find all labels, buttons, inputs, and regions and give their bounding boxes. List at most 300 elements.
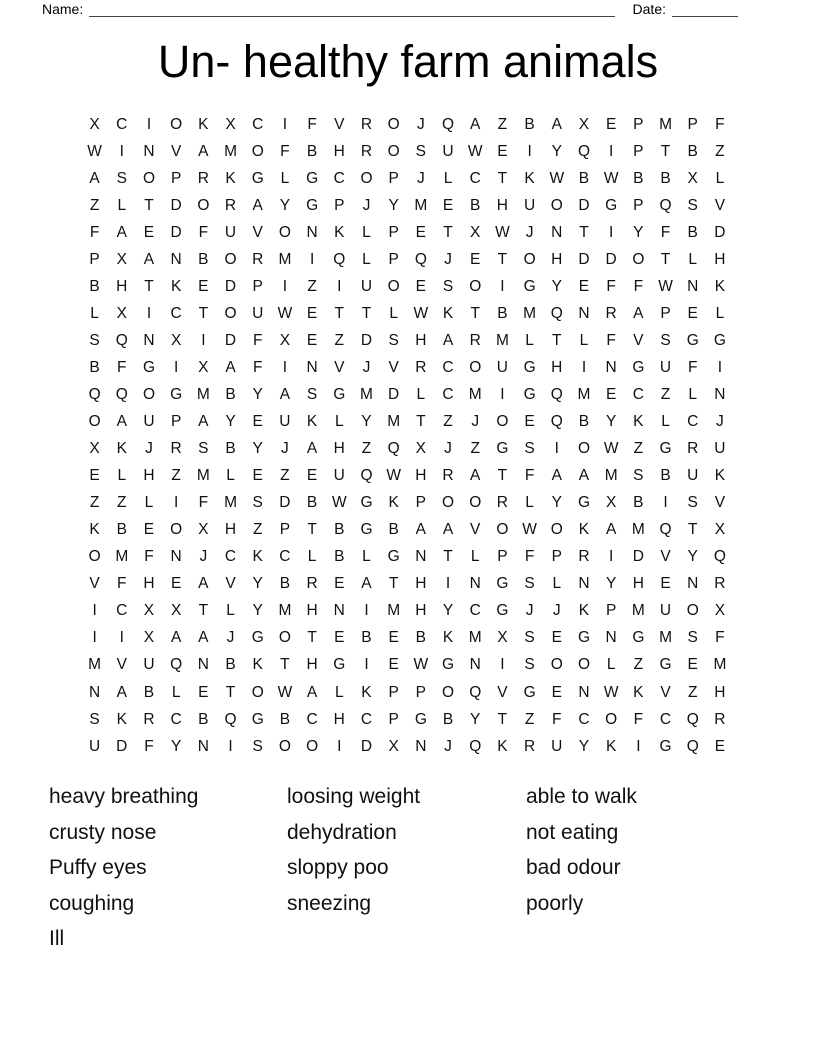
grid-letter-r11c15: M [468, 385, 482, 403]
grid-letter-r15c15: O [469, 494, 482, 512]
grid-letter-r19c20: P [605, 602, 617, 620]
grid-letter-r7c14: S [442, 277, 454, 295]
grid-letter-r16c4: O [170, 521, 183, 539]
grid-letter-r24c4: Y [170, 737, 182, 755]
grid-letter-r8c21: A [633, 304, 644, 322]
grid-letter-r2c11: R [360, 142, 373, 160]
grid-letter-r14c8: Z [280, 467, 290, 485]
grid-letter-r15c16: R [496, 494, 508, 512]
grid-letter-r13c13: X [415, 440, 427, 458]
grid-letter-r20c13: B [415, 629, 427, 647]
grid-letter-r18c17: S [524, 575, 535, 593]
grid-letter-r8c19: N [578, 304, 590, 322]
grid-letter-r2c1: W [87, 142, 102, 160]
grid-letter-r23c2: K [116, 710, 127, 728]
grid-letter-r7c6: D [224, 277, 237, 295]
grid-letter-r7c21: F [633, 277, 644, 295]
grid-letter-r16c8: P [279, 521, 291, 539]
grid-letter-r2c20: I [609, 142, 614, 160]
grid-letter-r22c7: O [251, 683, 264, 701]
grid-letter-r13c23: R [687, 440, 699, 458]
date-fill-line [672, 1, 738, 17]
grid-letter-r15c13: P [415, 494, 427, 512]
grid-letter-r20c2: I [119, 629, 124, 647]
grid-letter-r9c14: A [442, 331, 454, 349]
grid-letter-r17c22: V [660, 548, 671, 566]
grid-letter-r6c19: D [578, 250, 590, 268]
word-item: poorly [526, 891, 584, 915]
grid-letter-r22c11: K [361, 683, 372, 701]
grid-letter-r14c3: H [143, 467, 155, 485]
grid-letter-r19c11: I [364, 602, 369, 620]
grid-letter-r24c22: G [659, 737, 672, 755]
grid-letter-r18c14: I [445, 575, 451, 593]
grid-letter-r4c2: L [117, 196, 127, 214]
grid-letter-r1c6: X [225, 115, 236, 133]
grid-letter-r3c2: S [116, 169, 127, 187]
grid-letter-r1c13: J [416, 115, 425, 133]
grid-letter-r2c9: B [306, 142, 318, 160]
grid-letter-r7c8: I [282, 277, 288, 295]
grid-letter-r5c22: F [660, 223, 671, 241]
grid-letter-r17c11: L [362, 548, 371, 566]
grid-letter-r23c6: Q [224, 710, 237, 728]
grid-letter-r16c19: K [578, 521, 590, 539]
grid-letter-r15c4: I [174, 494, 179, 512]
grid-letter-r5c20: I [609, 223, 614, 241]
word-item: heavy breathing [49, 785, 199, 808]
grid-letter-r3c23: X [687, 169, 698, 187]
grid-letter-r1c3: I [146, 115, 152, 133]
grid-letter-r9c3: N [143, 331, 155, 349]
grid-letter-r21c7: K [252, 656, 263, 674]
grid-letter-r1c1: X [89, 115, 100, 133]
grid-letter-r18c12: T [388, 575, 399, 593]
grid-letter-r2c13: S [415, 142, 427, 160]
grid-letter-r22c18: E [551, 683, 562, 701]
grid-letter-r6c13: Q [414, 250, 427, 268]
grid-letter-r10c14: C [442, 358, 454, 376]
grid-letter-r21c11: I [364, 656, 369, 674]
grid-letter-r15c12: K [388, 494, 399, 512]
grid-letter-r18c4: E [170, 575, 182, 593]
grid-letter-r24c11: D [360, 737, 373, 755]
grid-letter-r5c21: Y [633, 223, 644, 241]
grid-letter-r2c2: I [119, 142, 124, 160]
grid-letter-r19c18: J [552, 602, 561, 620]
grid-letter-r10c15: O [469, 358, 482, 376]
grid-letter-r23c5: B [198, 710, 209, 728]
grid-letter-r9c4: X [170, 331, 182, 349]
grid-letter-r3c7: G [251, 169, 264, 187]
grid-letter-r18c22: E [660, 575, 671, 593]
grid-letter-r9c19: L [579, 331, 589, 349]
grid-letter-r7c4: K [170, 277, 182, 295]
grid-letter-r18c2: F [117, 575, 127, 593]
grid-letter-r11c6: B [225, 385, 236, 403]
grid-letter-r14c1: E [89, 467, 100, 485]
grid-letter-r2c8: F [280, 142, 290, 160]
grid-letter-r4c1: Z [89, 196, 100, 214]
grid-letter-r3c17: K [524, 169, 535, 187]
word-item: bad odour [526, 856, 621, 880]
grid-letter-r5c5: F [198, 223, 209, 241]
grid-letter-r24c15: Q [469, 737, 482, 755]
grid-letter-r22c19: N [578, 683, 590, 701]
grid-letter-r20c22: M [659, 629, 672, 647]
grid-letter-r6c20: D [605, 250, 617, 268]
grid-letter-r22c23: Z [687, 683, 698, 701]
grid-letter-r3c12: P [388, 169, 399, 187]
grid-letter-r17c16: P [497, 548, 508, 566]
grid-letter-r19c17: J [525, 602, 534, 620]
grid-letter-r21c5: N [197, 656, 209, 674]
grid-letter-r11c18: Q [550, 385, 563, 403]
grid-letter-r8c15: T [470, 304, 480, 322]
grid-letter-r10c12: V [388, 358, 399, 376]
grid-letter-r24c6: I [228, 737, 233, 755]
word-list-column-2 [287, 779, 420, 921]
grid-letter-r5c1: F [89, 223, 100, 241]
grid-letter-r3c8: L [280, 169, 290, 187]
grid-letter-r11c17: G [523, 385, 536, 403]
grid-letter-r5c18: N [551, 223, 563, 241]
grid-letter-r19c3: X [143, 602, 155, 620]
grid-letter-r13c14: J [444, 440, 452, 458]
grid-letter-r12c1: O [88, 413, 101, 431]
grid-letter-r23c12: P [388, 710, 399, 728]
word-item: loosing weight [287, 785, 421, 808]
grid-letter-r4c11: J [362, 196, 371, 214]
grid-letter-r12c10: L [334, 413, 344, 431]
grid-letter-r8c8: W [277, 304, 293, 322]
grid-letter-r1c9: F [307, 115, 317, 133]
grid-letter-r3c13: J [416, 169, 425, 187]
grid-letter-r16c24: X [714, 521, 726, 539]
grid-letter-r12c13: T [416, 413, 426, 431]
grid-letter-r21c20: L [606, 656, 616, 674]
grid-letter-r12c3: U [143, 413, 155, 431]
grid-letter-r9c8: X [279, 331, 291, 349]
grid-letter-r1c10: V [334, 115, 345, 133]
grid-letter-r12c11: Y [361, 413, 372, 431]
grid-letter-r24c7: S [252, 737, 263, 755]
grid-letter-r6c22: T [660, 250, 671, 268]
grid-letter-r16c15: V [470, 521, 481, 539]
grid-letter-r21c6: B [225, 656, 236, 674]
word-list-column-1 [49, 779, 198, 957]
grid-letter-r6c10: Q [333, 250, 346, 268]
grid-letter-r8c1: L [90, 304, 99, 322]
grid-letter-r22c12: P [388, 683, 399, 701]
grid-letter-r5c15: X [470, 223, 481, 241]
grid-letter-r24c1: U [88, 737, 101, 755]
grid-letter-r14c6: L [226, 467, 235, 485]
grid-letter-r23c22: C [659, 710, 672, 728]
grid-letter-r9c15: R [469, 331, 481, 349]
grid-letter-r17c21: D [632, 548, 644, 566]
grid-letter-r11c21: C [632, 385, 644, 403]
word-item: not eating [526, 820, 619, 844]
grid-letter-r18c11: A [361, 575, 372, 593]
grid-letter-r13c1: X [89, 440, 100, 458]
grid-letter-r15c22: I [663, 494, 668, 512]
grid-letter-r8c12: L [389, 304, 398, 322]
grid-letter-r19c13: H [415, 602, 427, 620]
grid-letter-r10c4: I [174, 358, 179, 376]
grid-letter-r6c18: H [551, 250, 563, 268]
grid-letter-r7c19: E [578, 277, 590, 295]
grid-letter-r13c21: Z [633, 440, 644, 458]
grid-letter-r11c2: Q [115, 385, 128, 403]
grid-letter-r4c6: R [224, 196, 237, 214]
grid-letter-r20c21: G [632, 629, 645, 647]
grid-letter-r12c14: Z [443, 413, 453, 431]
grid-letter-r19c10: N [333, 602, 345, 620]
grid-letter-r14c23: U [687, 467, 699, 485]
grid-letter-r4c22: Q [659, 196, 672, 214]
grid-letter-r8c10: T [334, 304, 345, 322]
grid-letter-r13c5: S [198, 440, 209, 458]
grid-letter-r14c24: K [714, 467, 726, 485]
grid-letter-r12c5: A [198, 413, 209, 431]
grid-letter-r19c2: C [116, 602, 128, 620]
grid-letter-r17c3: F [144, 548, 154, 566]
grid-letter-r24c2: D [116, 737, 128, 755]
grid-letter-r23c7: G [251, 710, 264, 728]
grid-letter-r13c6: B [225, 440, 236, 458]
grid-letter-r11c10: G [333, 385, 346, 403]
grid-letter-r17c5: J [199, 548, 208, 566]
grid-letter-r14c17: F [524, 467, 535, 485]
grid-letter-r2c21: P [633, 142, 644, 160]
grid-letter-r14c22: B [660, 467, 671, 485]
grid-letter-r2c6: M [224, 142, 237, 160]
grid-letter-r22c21: K [633, 683, 644, 701]
grid-letter-r10c17: G [523, 358, 536, 376]
grid-letter-r13c11: Z [361, 440, 372, 458]
grid-letter-r21c18: O [550, 656, 563, 674]
grid-letter-r22c3: B [143, 683, 155, 701]
grid-letter-r14c16: T [497, 467, 508, 485]
grid-letter-r16c2: B [116, 521, 127, 539]
grid-letter-r1c21: P [633, 115, 644, 133]
grid-letter-r4c13: M [414, 196, 428, 214]
grid-letter-r24c16: K [497, 737, 508, 755]
grid-letter-r19c8: M [278, 602, 292, 620]
grid-letter-r4c12: Y [388, 196, 399, 214]
grid-letter-r23c1: S [89, 710, 100, 728]
grid-letter-r5c3: E [143, 223, 155, 241]
grid-letter-r22c9: A [306, 683, 318, 701]
grid-letter-r2c24: Z [715, 142, 725, 160]
grid-letter-r6c14: J [444, 250, 452, 268]
grid-letter-r12c8: U [279, 413, 291, 431]
grid-letter-r11c8: A [279, 385, 291, 403]
grid-letter-r4c24: V [714, 196, 726, 214]
grid-letter-r10c10: V [334, 358, 345, 376]
grid-letter-r1c18: A [551, 115, 562, 133]
grid-letter-r5c17: J [525, 223, 534, 241]
grid-letter-r13c18: I [554, 440, 559, 458]
grid-letter-r12c6: Y [225, 413, 236, 431]
grid-letter-r12c9: K [306, 413, 318, 431]
grid-letter-r23c24: R [714, 710, 726, 728]
grid-letter-r15c14: O [442, 494, 455, 512]
grid-letter-r16c5: X [198, 521, 209, 539]
grid-letter-r18c7: Y [252, 575, 263, 593]
grid-letter-r4c17: U [523, 196, 536, 214]
grid-letter-r6c4: N [170, 250, 182, 268]
grid-letter-r8c6: O [224, 304, 237, 322]
grid-letter-r14c14: R [442, 467, 454, 485]
grid-letter-r20c10: E [334, 629, 345, 647]
grid-letter-r17c4: N [170, 548, 182, 566]
grid-letter-r19c4: X [170, 602, 182, 620]
grid-letter-r10c9: N [306, 358, 318, 376]
grid-letter-r16c22: Q [659, 521, 672, 539]
grid-letter-r20c12: E [388, 629, 399, 647]
grid-letter-r24c18: U [551, 737, 563, 755]
grid-letter-r9c13: H [415, 331, 427, 349]
grid-letter-r4c9: G [306, 196, 319, 214]
grid-letter-r14c2: L [117, 467, 127, 485]
grid-letter-r6c24: H [714, 250, 726, 268]
grid-letter-r24c12: X [388, 737, 399, 755]
word-item: crusty nose [49, 820, 157, 844]
grid-letter-r17c9: L [307, 548, 317, 566]
grid-letter-r3c10: C [333, 169, 345, 187]
grid-letter-r23c20: O [605, 710, 618, 728]
grid-letter-r8c3: I [146, 304, 152, 322]
grid-letter-r1c11: R [360, 115, 373, 133]
grid-letter-r20c3: X [143, 629, 155, 647]
grid-letter-r24c21: I [636, 737, 641, 755]
grid-letter-r18c18: L [552, 575, 562, 593]
grid-letter-r10c13: R [415, 358, 427, 376]
grid-letter-r21c1: M [88, 656, 102, 674]
grid-letter-r20c1: I [92, 629, 97, 647]
grid-letter-r13c10: H [333, 440, 345, 458]
grid-letter-r10c5: X [198, 358, 209, 376]
grid-letter-r5c14: T [443, 223, 453, 241]
grid-letter-r13c19: O [577, 440, 590, 458]
grid-letter-r4c15: B [470, 196, 481, 214]
grid-letter-r8c24: L [715, 304, 725, 322]
grid-letter-r12c17: E [524, 413, 535, 431]
grid-letter-r6c16: T [497, 250, 508, 268]
grid-letter-r2c17: I [527, 142, 532, 160]
grid-letter-r12c19: B [578, 413, 590, 431]
grid-letter-r1c19: X [578, 115, 590, 133]
grid-letter-r8c23: E [687, 304, 698, 322]
grid-letter-r6c11: L [362, 250, 371, 268]
grid-letter-r4c20: G [605, 196, 618, 214]
grid-letter-r23c9: C [306, 710, 318, 728]
grid-letter-r13c22: G [659, 440, 672, 458]
grid-letter-r5c7: V [252, 223, 263, 241]
grid-letter-r2c22: T [660, 142, 671, 160]
grid-letter-r17c18: P [551, 548, 562, 566]
grid-letter-r3c20: W [603, 169, 619, 187]
grid-letter-r21c21: Z [633, 656, 644, 674]
grid-letter-r6c8: M [278, 250, 292, 268]
grid-letter-r11c9: S [306, 385, 318, 403]
grid-letter-r16c20: A [605, 521, 617, 539]
grid-letter-r18c23: N [687, 575, 699, 593]
grid-letter-r19c7: Y [252, 602, 263, 620]
grid-letter-r10c23: F [687, 358, 698, 376]
grid-letter-r7c1: B [89, 277, 100, 295]
grid-letter-r14c21: S [633, 467, 644, 485]
word-item: able to walk [526, 785, 637, 808]
grid-letter-r20c16: X [497, 629, 508, 647]
grid-letter-r5c10: K [334, 223, 345, 241]
grid-letter-r6c9: I [309, 250, 315, 268]
grid-letter-r18c9: R [306, 575, 318, 593]
grid-letter-r5c9: N [306, 223, 318, 241]
grid-letter-r18c13: H [415, 575, 427, 593]
grid-letter-r8c2: X [116, 304, 127, 322]
grid-letter-r20c4: A [170, 629, 182, 647]
grid-letter-r4c10: P [334, 196, 345, 214]
grid-letter-r24c10: I [337, 737, 342, 755]
grid-letter-r23c19: C [578, 710, 590, 728]
grid-letter-r16c23: T [687, 521, 698, 539]
grid-letter-r20c20: N [605, 629, 617, 647]
grid-letter-r15c6: M [224, 494, 237, 512]
word-item: sneezing [287, 891, 372, 915]
grid-letter-r8c9: E [306, 304, 318, 322]
grid-letter-r24c24: E [714, 737, 726, 755]
grid-letter-r3c9: G [306, 169, 319, 187]
grid-letter-r19c12: M [387, 602, 401, 620]
grid-letter-r3c4: P [170, 169, 182, 187]
grid-letter-r24c5: N [197, 737, 209, 755]
grid-letter-r21c10: G [333, 656, 346, 674]
grid-letter-r24c8: O [278, 737, 291, 755]
grid-letter-r4c19: D [578, 196, 590, 214]
grid-letter-r9c10: Z [334, 331, 345, 349]
grid-letter-r5c19: T [579, 223, 589, 241]
grid-letter-r14c19: A [578, 467, 590, 485]
grid-letter-r20c23: S [687, 629, 698, 647]
grid-letter-r23c23: Q [686, 710, 699, 728]
grid-letter-r17c24: Q [713, 548, 726, 566]
grid-letter-r15c23: S [687, 494, 698, 512]
grid-letter-r4c5: O [197, 196, 210, 214]
grid-letter-r20c18: E [551, 629, 562, 647]
grid-letter-r18c24: R [714, 575, 726, 593]
grid-letter-r10c11: J [362, 358, 371, 376]
word-item: dehydration [287, 820, 397, 844]
grid-letter-r15c1: Z [89, 494, 100, 512]
grid-letter-r2c7: O [251, 142, 264, 160]
grid-letter-r22c16: V [497, 683, 508, 701]
grid-letter-r13c15: Z [470, 440, 480, 458]
grid-letter-r9c9: E [306, 331, 318, 349]
grid-letter-r9c1: S [89, 331, 100, 349]
grid-letter-r16c14: A [442, 521, 454, 539]
grid-letter-r21c17: S [524, 656, 535, 674]
grid-letter-r10c21: G [632, 358, 645, 376]
grid-letter-r8c14: K [442, 304, 454, 322]
grid-letter-r24c23: Q [686, 737, 699, 755]
grid-letter-r12c16: O [496, 413, 509, 431]
grid-letter-r24c20: K [605, 737, 617, 755]
grid-letter-r7c20: F [606, 277, 616, 295]
grid-letter-r3c19: B [578, 169, 590, 187]
